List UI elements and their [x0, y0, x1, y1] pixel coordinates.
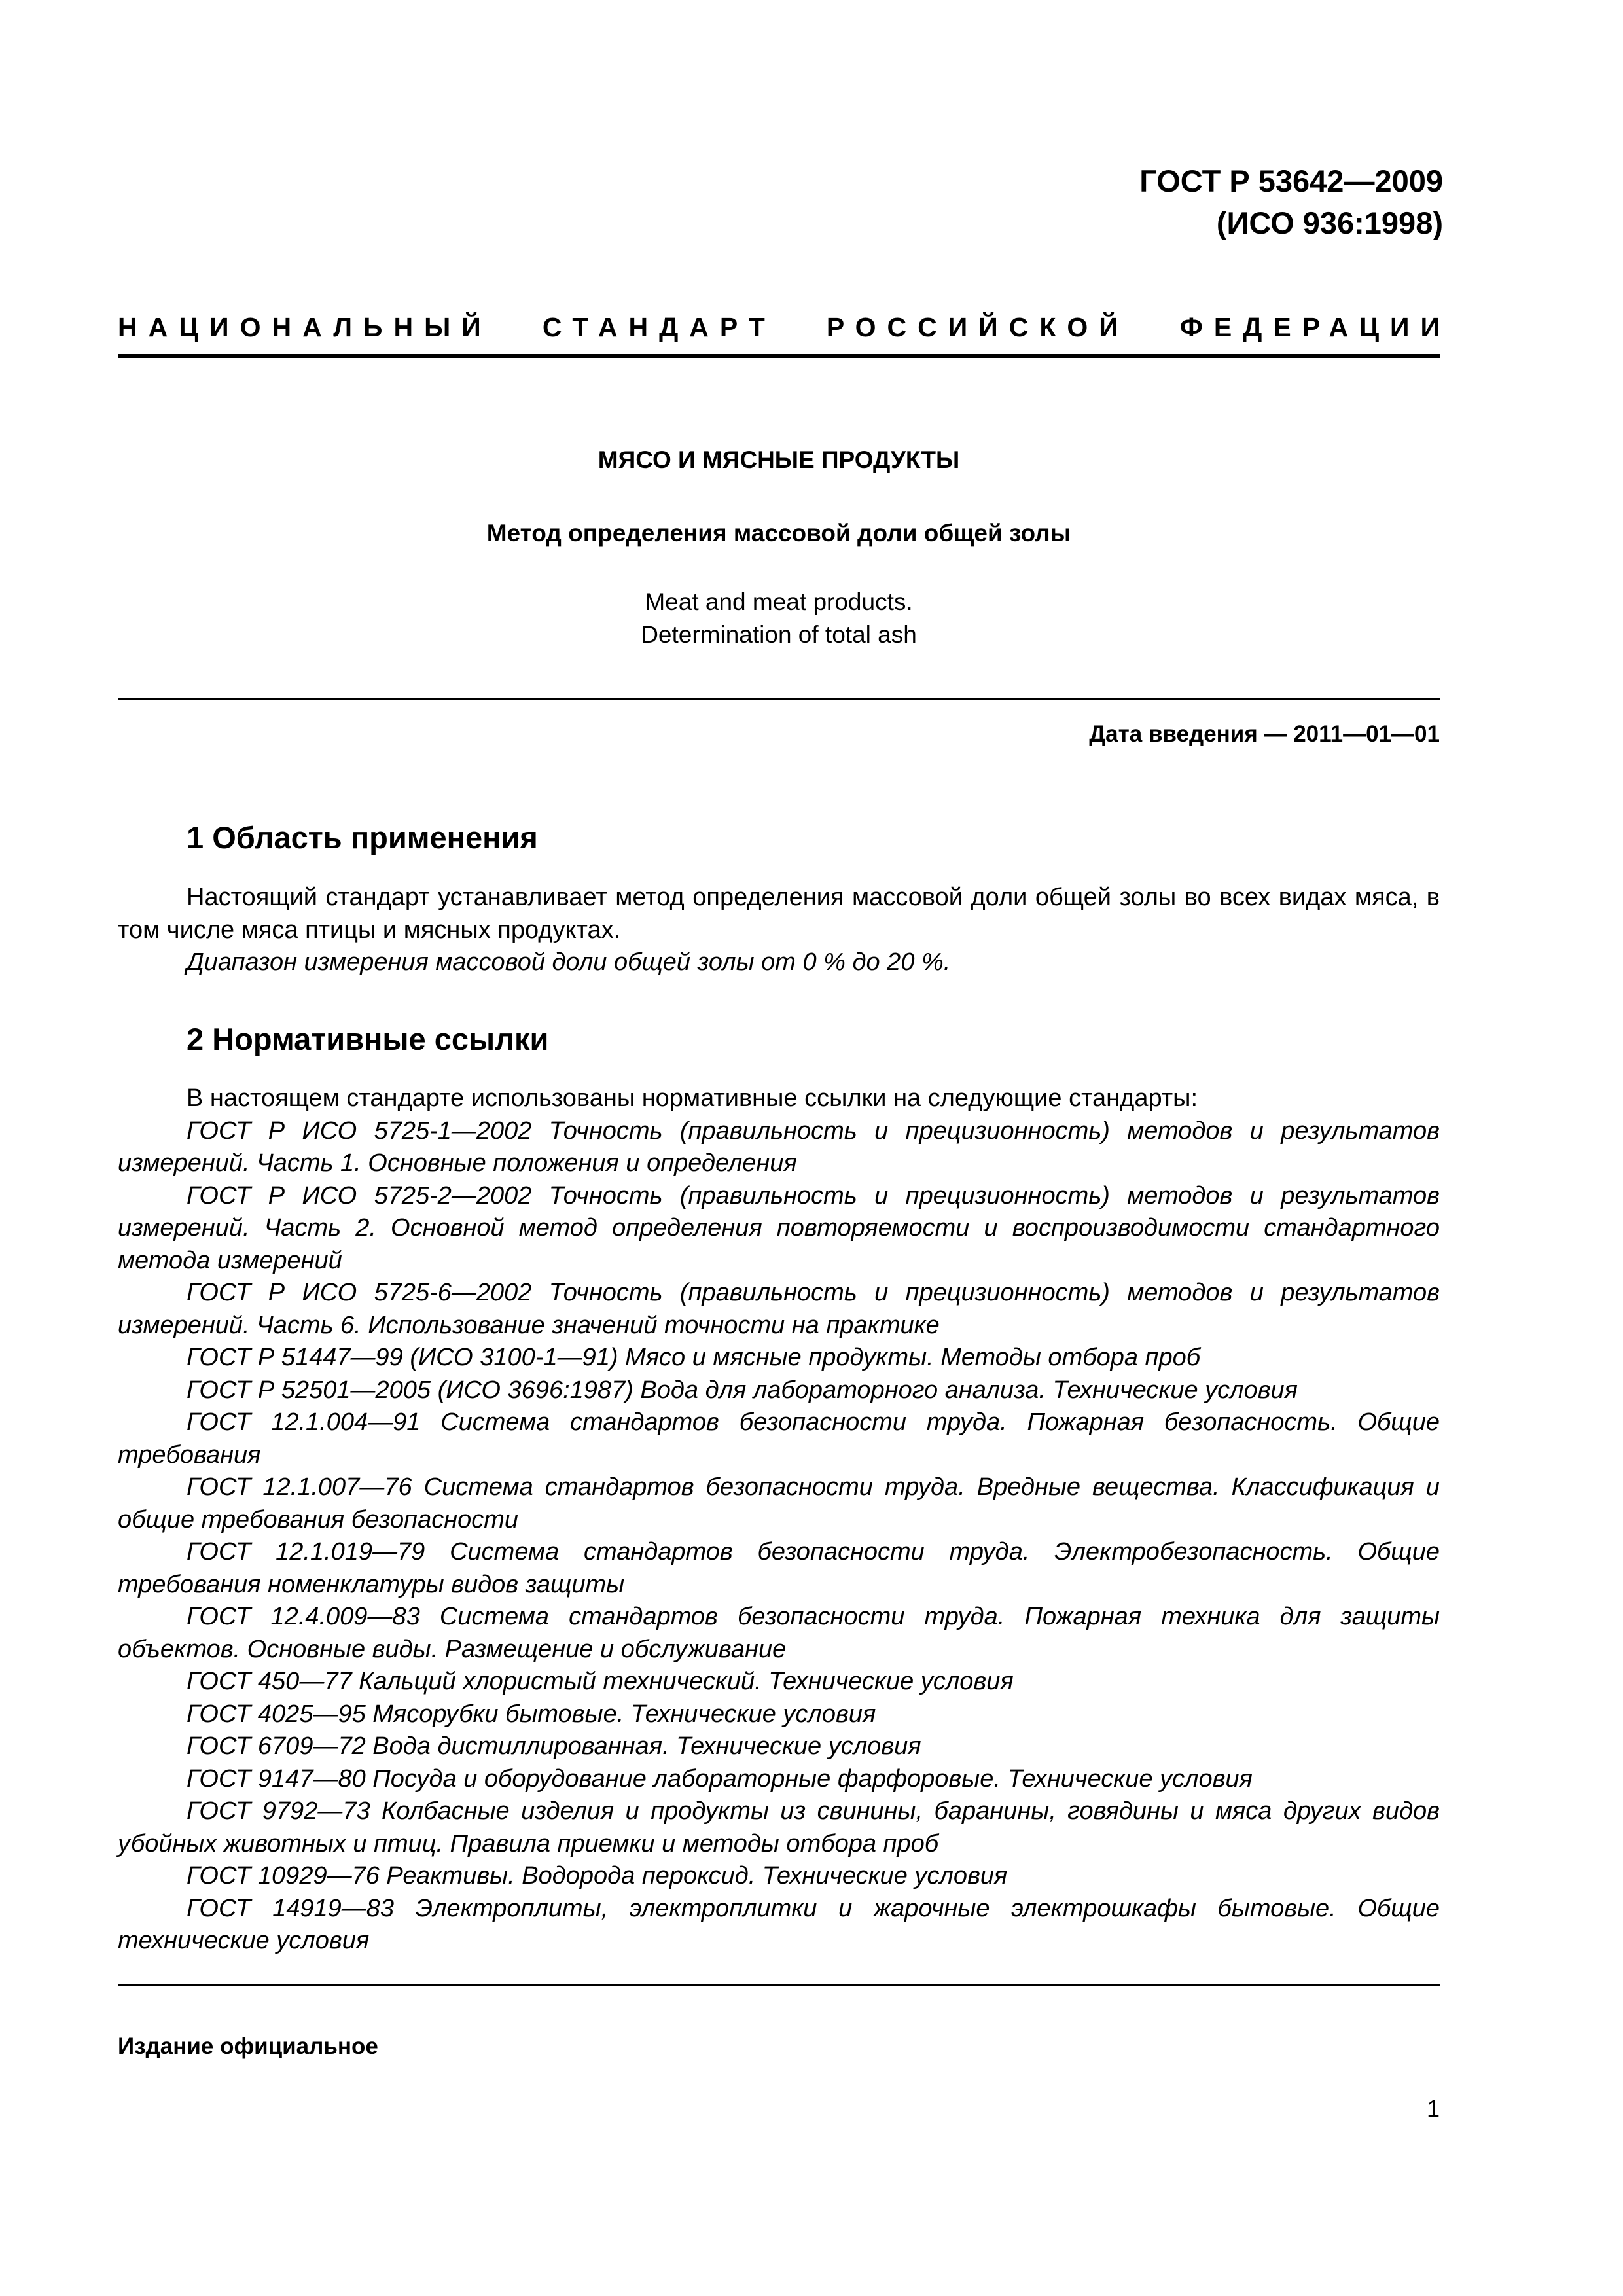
national-title-word: РОССИЙСКОЙ	[826, 312, 1130, 342]
reference-item: ГОСТ 6709—72 Вода дистиллированная. Технические условия	[187, 1732, 921, 1760]
title-divider	[118, 698, 1440, 700]
reference-item: ГОСТ 9147—80 Посуда и оборудование лабораторные фарфоровые. Технические условия	[187, 1765, 1253, 1793]
reference-item: ГОСТ 450—77 Кальций хлористый технический. Технические условия	[187, 1668, 1014, 1695]
document-title: МЯСО И МЯСНЫЕ ПРОДУКТЫ	[597, 446, 960, 473]
reference-item: ГОСТ 12.1.004—91 Система стандартов безопасности труда. Пожарная безопасность. Общие требования	[118, 1408, 1440, 1469]
english-title-line: Meat and meat products.	[645, 588, 913, 615]
section-scope-body	[118, 882, 1440, 979]
section-heading-normative-references: 2 Нормативные ссылки	[187, 1022, 549, 1056]
reference-item: ГОСТ Р ИСО 5725-1—2002 Точность (правильность и прецизионность) методов и результатов измерений. Часть 1. Основные положения и определения	[118, 1117, 1440, 1177]
reference-item: ГОСТ Р ИСО 5725-6—2002 Точность (правильность и прецизионность) методов и результатов измерений. Часть 6. Использование значений точности на практике	[118, 1279, 1440, 1339]
reference-item: ГОСТ 12.4.009—83 Система стандартов безопасности труда. Пожарная техника для защиты объектов. Основные виды. Размещение и обслуживание	[118, 1603, 1440, 1663]
iso-reference: (ИСО 936:1998)	[1216, 206, 1443, 240]
section-references-body	[118, 1083, 1440, 1958]
reference-item: ГОСТ Р 52501—2005 (ИСО 3696:1987) Вода для лабораторного анализа. Технические условия	[187, 1376, 1298, 1404]
page-number: 1	[1426, 2095, 1440, 2122]
header-divider	[118, 354, 1440, 358]
paragraph: В настоящем стандарте использованы нормативные ссылки на следующие стандарты:	[187, 1085, 1198, 1112]
reference-item: ГОСТ 14919—83 Электроплиты, электроплитки и жарочные электрошкафы бытовые. Общие технические условия	[118, 1894, 1440, 1954]
reference-item: ГОСТ 9792—73 Колбасные изделия и продукты из свинины, баранины, говядины и мяса других видов убойных животных и птиц. Правила приемки и методы отбора проб	[118, 1797, 1440, 1857]
national-title-word: НАЦИОНАЛЬНЫЙ	[118, 312, 492, 342]
reference-item: ГОСТ 10929—76 Реактивы. Водорода пероксид. Технические условия	[187, 1862, 1008, 1890]
reference-item: ГОСТ 12.1.007—76 Система стандартов безопасности труда. Вредные вещества. Классификация и общие требования безопасности	[118, 1473, 1440, 1534]
standard-number: ГОСТ Р 53642—2009	[1139, 164, 1443, 198]
standard-designation	[1139, 160, 1443, 244]
english-title-line: Determination of total ash	[641, 621, 917, 648]
paragraph: Настоящий стандарт устанавливает метод определения массовой доли общей золы во всех видах мяса, в том числе мяса птицы и мясных продуктах.	[118, 884, 1440, 944]
english-title	[118, 586, 1440, 651]
national-standard-title	[118, 308, 1451, 347]
official-edition-label: Издание официальное	[118, 2034, 378, 2059]
national-title-word: СТАНДАРТ	[542, 312, 776, 342]
national-title-word: ФЕДЕРАЦИИ	[1179, 312, 1451, 342]
reference-item: ГОСТ Р 51447—99 (ИСО 3100-1—91) Мясо и мясные продукты. Методы отбора проб	[187, 1344, 1201, 1371]
document-subtitle: Метод определения массовой доли общей золы	[486, 520, 1071, 547]
footer-divider	[118, 1984, 1440, 1986]
reference-item: ГОСТ 12.1.019—79 Система стандартов безопасности труда. Электробезопасность. Общие требования номенклатуры видов защиты	[118, 1538, 1440, 1598]
reference-item: ГОСТ 4025—95 Мясорубки бытовые. Технические условия	[187, 1700, 876, 1728]
date-of-introduction: Дата введения — 2011—01—01	[1089, 721, 1440, 747]
reference-item: ГОСТ Р ИСО 5725-2—2002 Точность (правильность и прецизионность) методов и результатов измерений. Часть 2. Основной метод определения повторяемости и воспроизводимости стандартного метода измерений	[118, 1181, 1440, 1274]
paragraph: Диапазон измерения массовой доли общей золы от 0 % до 20 %.	[187, 948, 951, 976]
section-heading-scope: 1 Область применения	[187, 820, 538, 855]
